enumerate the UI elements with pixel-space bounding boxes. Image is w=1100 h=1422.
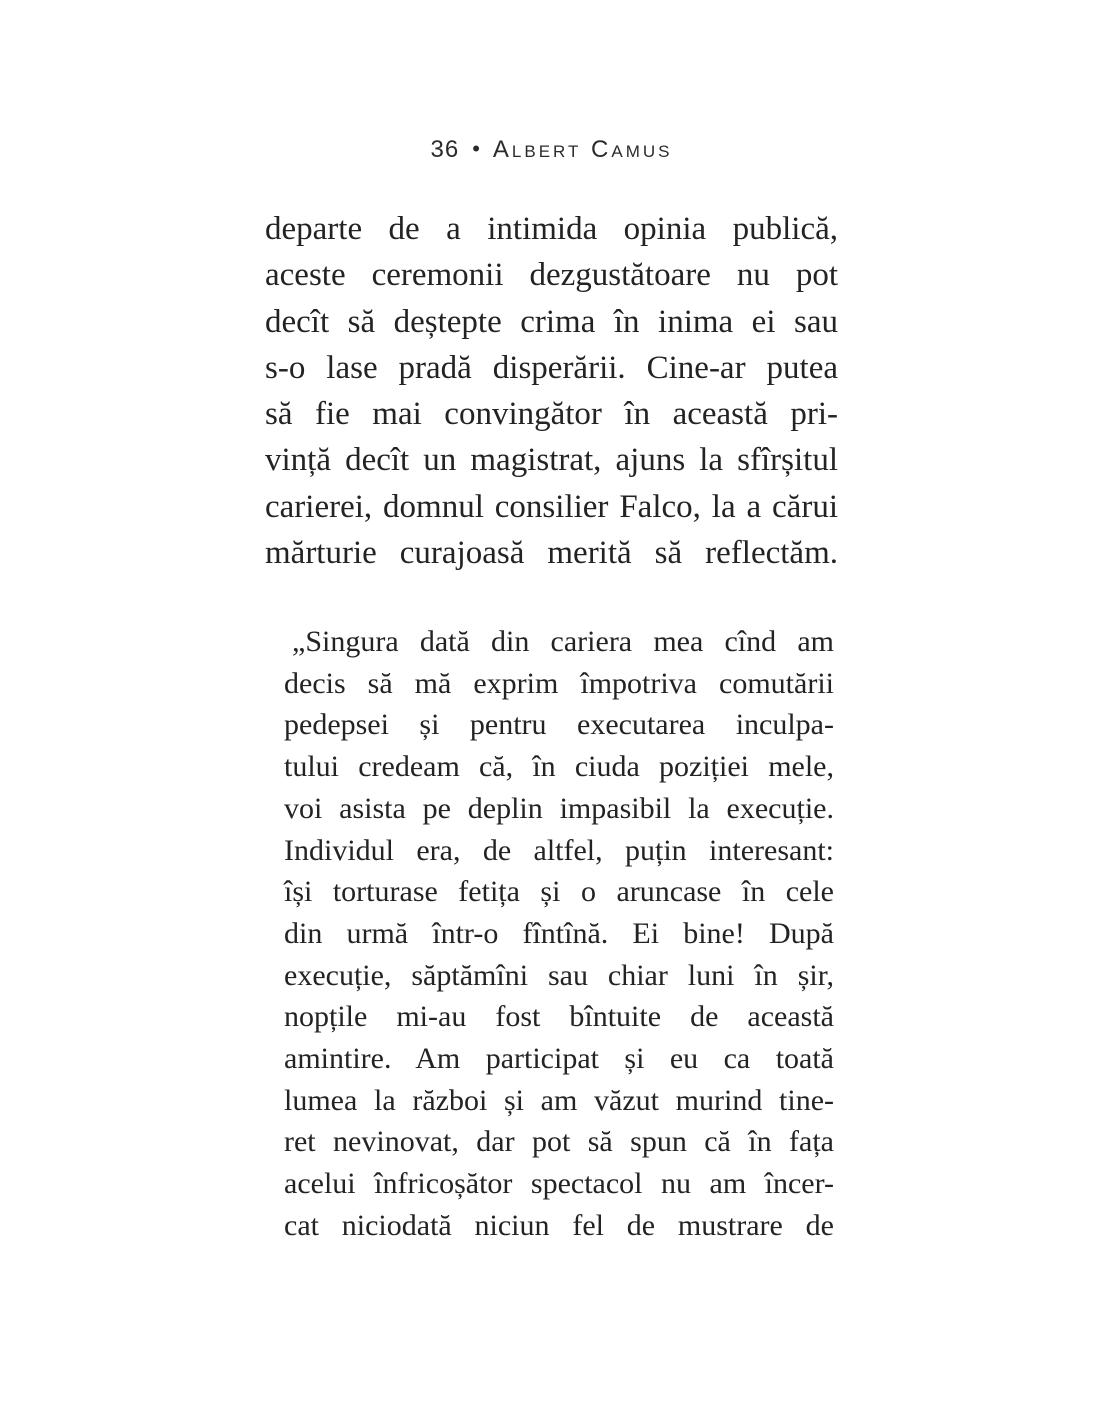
text-line: vință decît un magistrat, ajuns la sfîrșitul xyxy=(265,442,838,479)
text-line: pedepsei și pentru executarea inculpa- xyxy=(284,708,834,742)
text-line: departe de a intimida opinia publică, xyxy=(265,211,838,247)
text-line: execuție, săptămîni sau chiar luni în șir, xyxy=(284,958,834,992)
text-line: Individul era, de altfel, puțin interesant: xyxy=(284,833,834,867)
text-line: din urmă într-o fîntînă. Ei bine! După xyxy=(284,916,834,950)
text-line: s-o lase pradă disperării. Cine-ar putea xyxy=(265,349,838,386)
text-line: aceste ceremonii dezgustătoare nu pot xyxy=(265,257,838,294)
running-head xyxy=(265,136,838,164)
paragraph-quote xyxy=(284,621,834,1247)
text-line: „Singura dată din cariera mea cînd am xyxy=(292,625,834,658)
text-line: să fie mai convingător în această pri- xyxy=(265,396,838,433)
text-line: mărturie curajoasă merită să reflectăm. xyxy=(265,535,838,572)
text-line: acelui înfricoșător spectacol nu am încer- xyxy=(284,1167,834,1201)
text-line: voi asista pe deplin impasibil la execuție. xyxy=(284,791,834,825)
text-line: carierei, domnul consilier Falco, la a cărui xyxy=(265,488,838,525)
text-line: ret nevinovat, dar pot să spun că în fața xyxy=(284,1125,834,1159)
page-number: 36 xyxy=(430,136,460,163)
running-head-author: Albert Camus xyxy=(492,136,673,163)
text-line: decis să mă exprim împotriva comutării xyxy=(284,666,834,700)
text-line: decît să deștepte crima în inima ei sau xyxy=(265,303,838,340)
text-line: cat niciodată niciun fel de mustrare de xyxy=(284,1208,834,1242)
paragraph-body xyxy=(265,206,838,576)
text-line: tului credeam că, în ciuda poziției mele, xyxy=(284,750,834,784)
text-line: amintire. Am participat și eu ca toată xyxy=(284,1042,834,1076)
text-line: nopțile mi-au fost bîntuite de această xyxy=(284,1000,834,1034)
text-line: își torturase fetița și o aruncase în cele xyxy=(284,875,834,909)
text-line: lumea la război și am văzut murind tine- xyxy=(284,1083,834,1117)
bullet-separator-icon: • xyxy=(472,136,480,161)
